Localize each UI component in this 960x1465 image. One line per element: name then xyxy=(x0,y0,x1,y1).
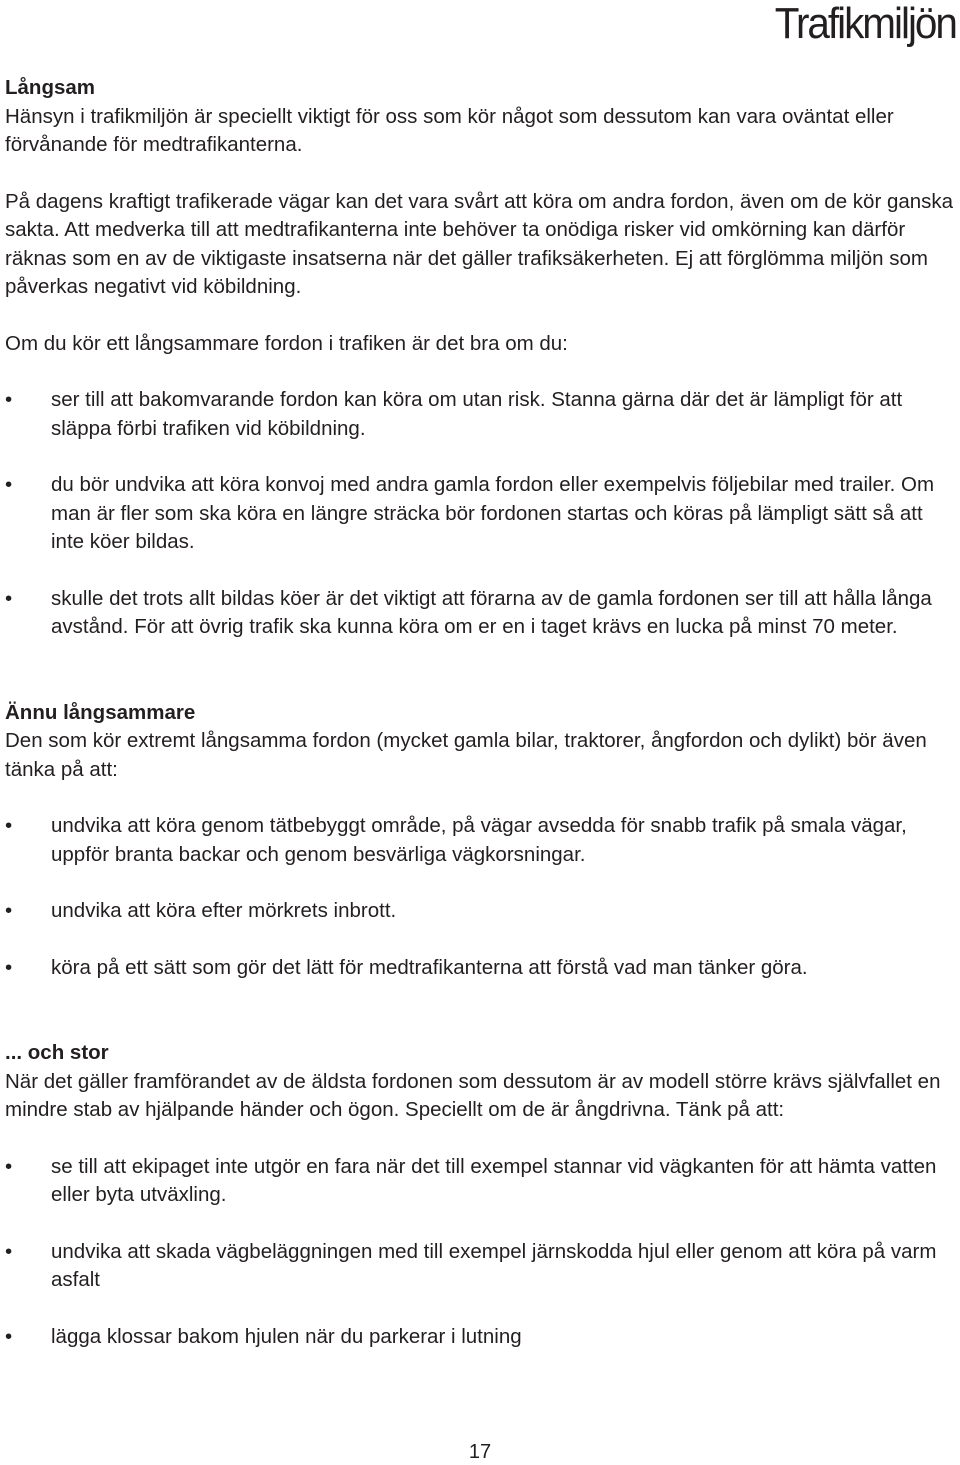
bullet-icon: • xyxy=(5,1324,13,1348)
list-item-text: undvika att köra efter mörkrets inbrott. xyxy=(51,899,397,922)
list-item xyxy=(5,386,960,443)
list-item xyxy=(5,897,960,926)
list-item-text: ser till att bakomvarande fordon kan köra om utan risk. Stanna gärna där det är lämpligt för att släppa förbi trafiken vid köbildning. xyxy=(51,388,903,440)
list-item xyxy=(5,954,960,983)
paragraph: På dagens kraftigt trafikerade vägar kan det vara svårt att köra om andra fordon, även om de kör ganska sakta. Att medverka till att medtrafikanterna inte behöver ta onödiga risker vid omkörning kan därför räknas som en av de viktigaste insatserna när det gäller trafiksäkerheten. Ej att förglömma miljön som påverkas negativt vid köbildning. xyxy=(5,189,954,298)
bullet-list xyxy=(5,386,960,642)
list-item xyxy=(5,812,960,869)
bullet-icon: • xyxy=(5,1154,13,1178)
section-heading: ... och stor xyxy=(5,1041,109,1064)
bullet-icon: • xyxy=(5,899,13,922)
section-annu-langsammare xyxy=(5,699,960,983)
section-heading: Ännu långsammare xyxy=(5,700,196,724)
bullet-icon: • xyxy=(5,1239,13,1263)
list-item-text: skulle det trots allt bildas köer är det viktigt att förarna av de gamla fordonen ser till att hålla långa avstånd. För att övrig trafik ska kunna köra om er en i taget krävs en lucka på minst 70 meter. xyxy=(51,586,932,638)
section-heading: Långsam xyxy=(5,76,95,99)
page-number: 17 xyxy=(468,1441,492,1463)
bullet-icon: • xyxy=(5,586,13,610)
section-och-stor xyxy=(5,1039,960,1351)
list-item-text: undvika att köra genom tätbebyggt område, på vägar avsedda för snabb trafik på smala vägar, uppför branta backar och genom besvärliga vägkorsningar. xyxy=(51,814,907,866)
list-item-text: se till att ekipaget inte utgör en fara när det till exempel stannar vid vägkanten för att hämta vatten eller byta utväxling. xyxy=(51,1154,937,1206)
list-item-text: undvika att skada vägbeläggningen med till exempel järnskodda hjul eller genom att köra på varm asfalt xyxy=(51,1239,937,1291)
list-item xyxy=(5,1153,960,1210)
page-title: Trafikmiljön xyxy=(774,0,956,48)
list-item-text: köra på ett sätt som gör det lätt för medtrafikanterna att förstå vad man tänker göra. xyxy=(51,955,808,979)
bullet-list xyxy=(5,1153,960,1352)
bullet-icon: • xyxy=(5,388,13,411)
section-langsam xyxy=(5,74,960,642)
paragraph: Hänsyn i trafikmiljön är speciellt viktigt för oss som kör något som dessutom kan vara oväntat eller förvånande för medtrafikanterna. xyxy=(5,104,894,156)
list-item xyxy=(5,585,960,642)
bullet-icon: • xyxy=(5,955,13,979)
list-item xyxy=(5,1323,960,1352)
list-item xyxy=(5,1238,960,1295)
paragraph: När det gäller framförandet av de äldsta fordonen som dessutom är av modell större krävs självfallet en mindre stab av hjälpande händer och ögon. Speciellt om de är ångdrivna. Tänk på att: xyxy=(5,1069,941,1121)
paragraph: Om du kör ett långsammare fordon i trafiken är det bra om du: xyxy=(5,331,568,355)
bullet-icon: • xyxy=(5,814,13,837)
paragraph: Den som kör extremt långsamma fordon (mycket gamla bilar, traktorer, ångfordon och dylikt) bör även tänka på att: xyxy=(5,729,927,781)
bullet-list xyxy=(5,812,960,982)
list-item-text: lägga klossar bakom hjulen när du parkerar i lutning xyxy=(51,1324,522,1348)
list-item-text: du bör undvika att köra konvoj med andra gamla fordon eller exempelvis följebilar med trailer. Om man är fler som ska köra en längre sträcka bör fordonen startas och köras på lämpligt sätt så att inte köer bildas. xyxy=(51,473,935,553)
list-item xyxy=(5,471,960,557)
document-body xyxy=(5,74,960,1351)
bullet-icon: • xyxy=(5,473,13,496)
